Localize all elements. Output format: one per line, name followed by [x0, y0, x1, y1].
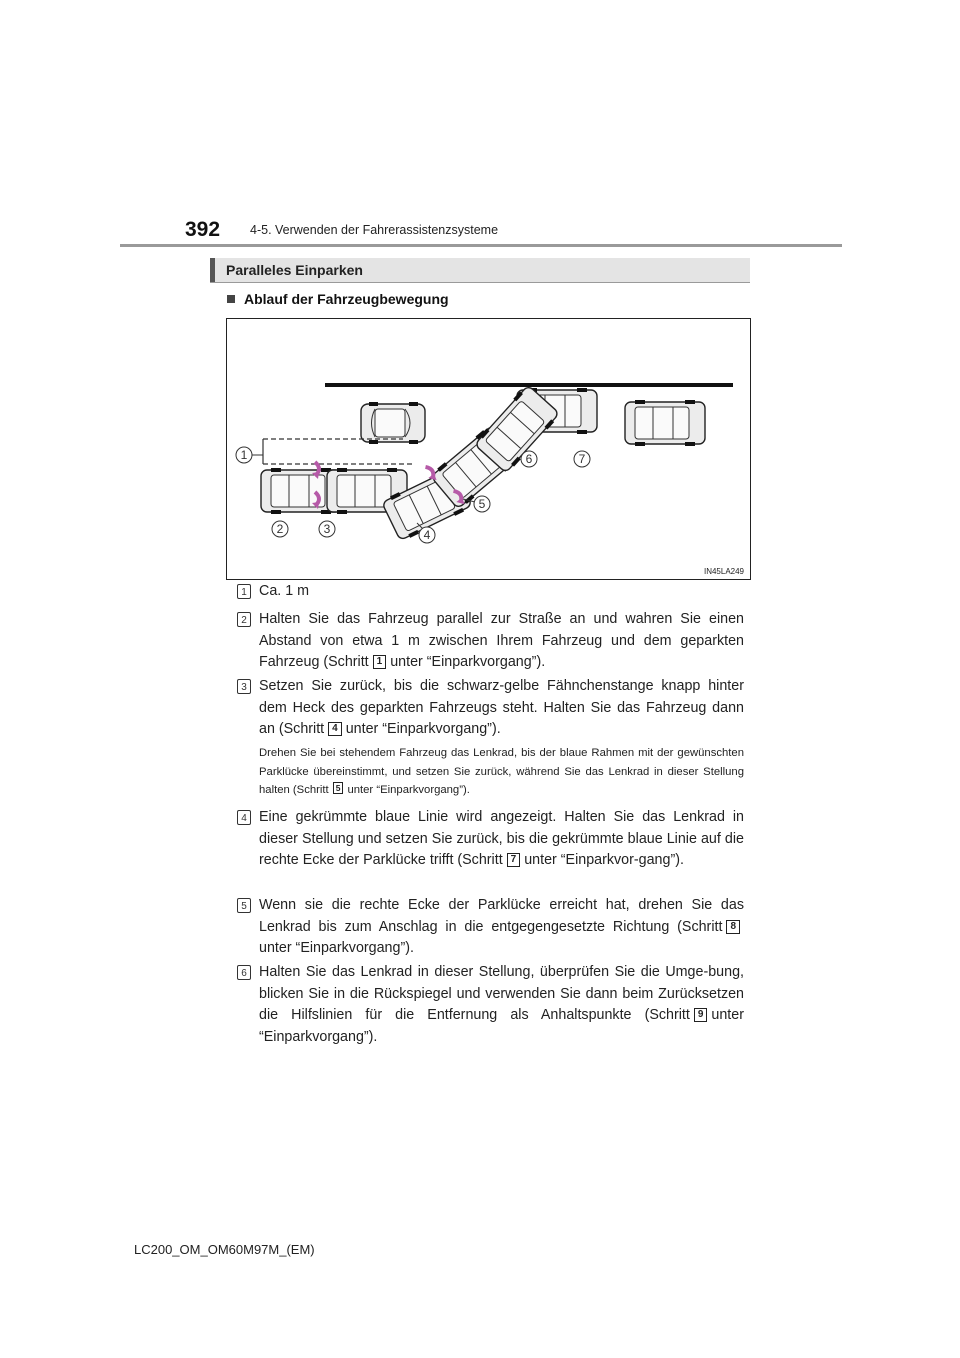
callout-7-label: 7	[578, 452, 586, 466]
step-ref-8: 8	[726, 920, 740, 934]
callout-7	[574, 451, 590, 467]
callout-2	[272, 521, 288, 537]
item-3-text-main: Setzen Sie zurück, bis die schwarz-gelbe Fähnchenstange knapp hinter dem Heck des geparkten Fahrzeugs steht. Halten Sie das Fahrzeug dann an (Schritt	[259, 678, 744, 737]
item-5-text-tail: unter “Einparkvorgang”).	[259, 940, 414, 956]
item-2-text-tail: unter “Einparkvorgang”).	[390, 654, 546, 670]
item-number-4: 4	[237, 810, 251, 825]
item-3-note	[259, 744, 744, 800]
subheading	[227, 291, 449, 307]
step-ref-5: 5	[333, 782, 344, 794]
step-ref-4: 4	[328, 722, 342, 736]
item-number-1: 1	[237, 584, 251, 599]
page-number: 392	[185, 218, 221, 241]
callout-2-label: 2	[276, 522, 284, 536]
item-5-text	[259, 895, 744, 960]
item-2-text-main: Halten Sie das Fahrzeug parallel zur Straße an und wahren Sie einen Abstand von etwa 1 m zwischen Ihrem Fahrzeug und dem geparkten Fahrzeug (Schritt	[259, 611, 744, 670]
step-ref-1: 1	[373, 655, 387, 669]
chapter-title: 4-5. Verwenden der Fahrerassistenzsysteme	[250, 223, 499, 237]
subheading-text: Ablauf der Fahrzeugbewegung	[244, 291, 449, 307]
item-2-text	[259, 609, 744, 674]
parking-diagram-drawing	[227, 319, 750, 579]
item-4-text	[259, 807, 744, 872]
item-number-2: 2	[237, 612, 251, 627]
figure-code: IN45LA249	[703, 567, 744, 576]
item-6-text-main: Halten Sie das Lenkrad in dieser Stellung, überprüfen Sie die Umge-bung, blicken Sie in die Rückspiegel und verwenden Sie dann beim Zurücksetzen die Hilfslinien für die Entfernung als Anhaltspunkte (Schritt	[259, 964, 744, 1023]
item-number-3: 3	[237, 679, 251, 694]
callout-5	[474, 496, 490, 512]
section-heading-bar	[210, 258, 215, 282]
item-3-note-main: Drehen Sie bei stehendem Fahrzeug das Lenkrad, bis der blaue Rahmen mit der gewünschten Parklücke übereinstimmt, und setzen Sie zurück, während Sie das Lenkrad in dieser Stellung halten (Schritt	[259, 747, 744, 796]
item-3-note-tail: unter “Einparkvorgang”).	[347, 784, 470, 796]
section-heading	[210, 258, 750, 283]
item-6-text-tail: unter “Einparkvorgang”).	[259, 1007, 744, 1045]
item-number-5: 5	[237, 898, 251, 913]
callout-4-label: 4	[423, 528, 431, 542]
callout-6-label: 6	[525, 452, 533, 466]
square-bullet-icon	[227, 295, 235, 303]
section-heading-text: Paralleles Einparken	[226, 262, 363, 278]
header-rule	[120, 244, 842, 247]
item-6-text	[259, 962, 744, 1048]
document-id: LC200_OM_OM60M97M_(EM)	[134, 1242, 315, 1257]
callout-6	[521, 451, 537, 467]
item-4-text-main: Eine gekrümmte blaue Linie wird angezeigt. Halten Sie das Lenkrad in dieser Stellung und setzen Sie zurück, bis die gekrümmte blaue Linie auf die rechte Ecke der Parklücke trifft (Schritt	[259, 809, 744, 868]
item-4-text-tail: unter “Einparkvor-gang”).	[524, 852, 684, 868]
callout-1-label: 1	[240, 448, 248, 462]
step-ref-9: 9	[694, 1008, 708, 1022]
item-3-text-tail: unter “Einparkvorgang”).	[345, 721, 501, 737]
callout-4	[419, 527, 435, 543]
item-5-text-main: Wenn sie die rechte Ecke der Parklücke erreicht hat, drehen Sie das Lenkrad bis zum Anschlag in die entgegengesetzte Richtung (Schritt	[259, 897, 744, 935]
item-3-text	[259, 676, 744, 741]
callout-1	[236, 447, 252, 463]
item-number-6: 6	[237, 965, 251, 980]
callout-3	[319, 521, 335, 537]
callout-3-label: 3	[323, 522, 331, 536]
parking-diagram	[226, 318, 751, 580]
step-ref-7: 7	[507, 853, 521, 867]
item-1-text: Ca. 1 m	[259, 583, 310, 599]
callout-5-label: 5	[478, 497, 486, 511]
